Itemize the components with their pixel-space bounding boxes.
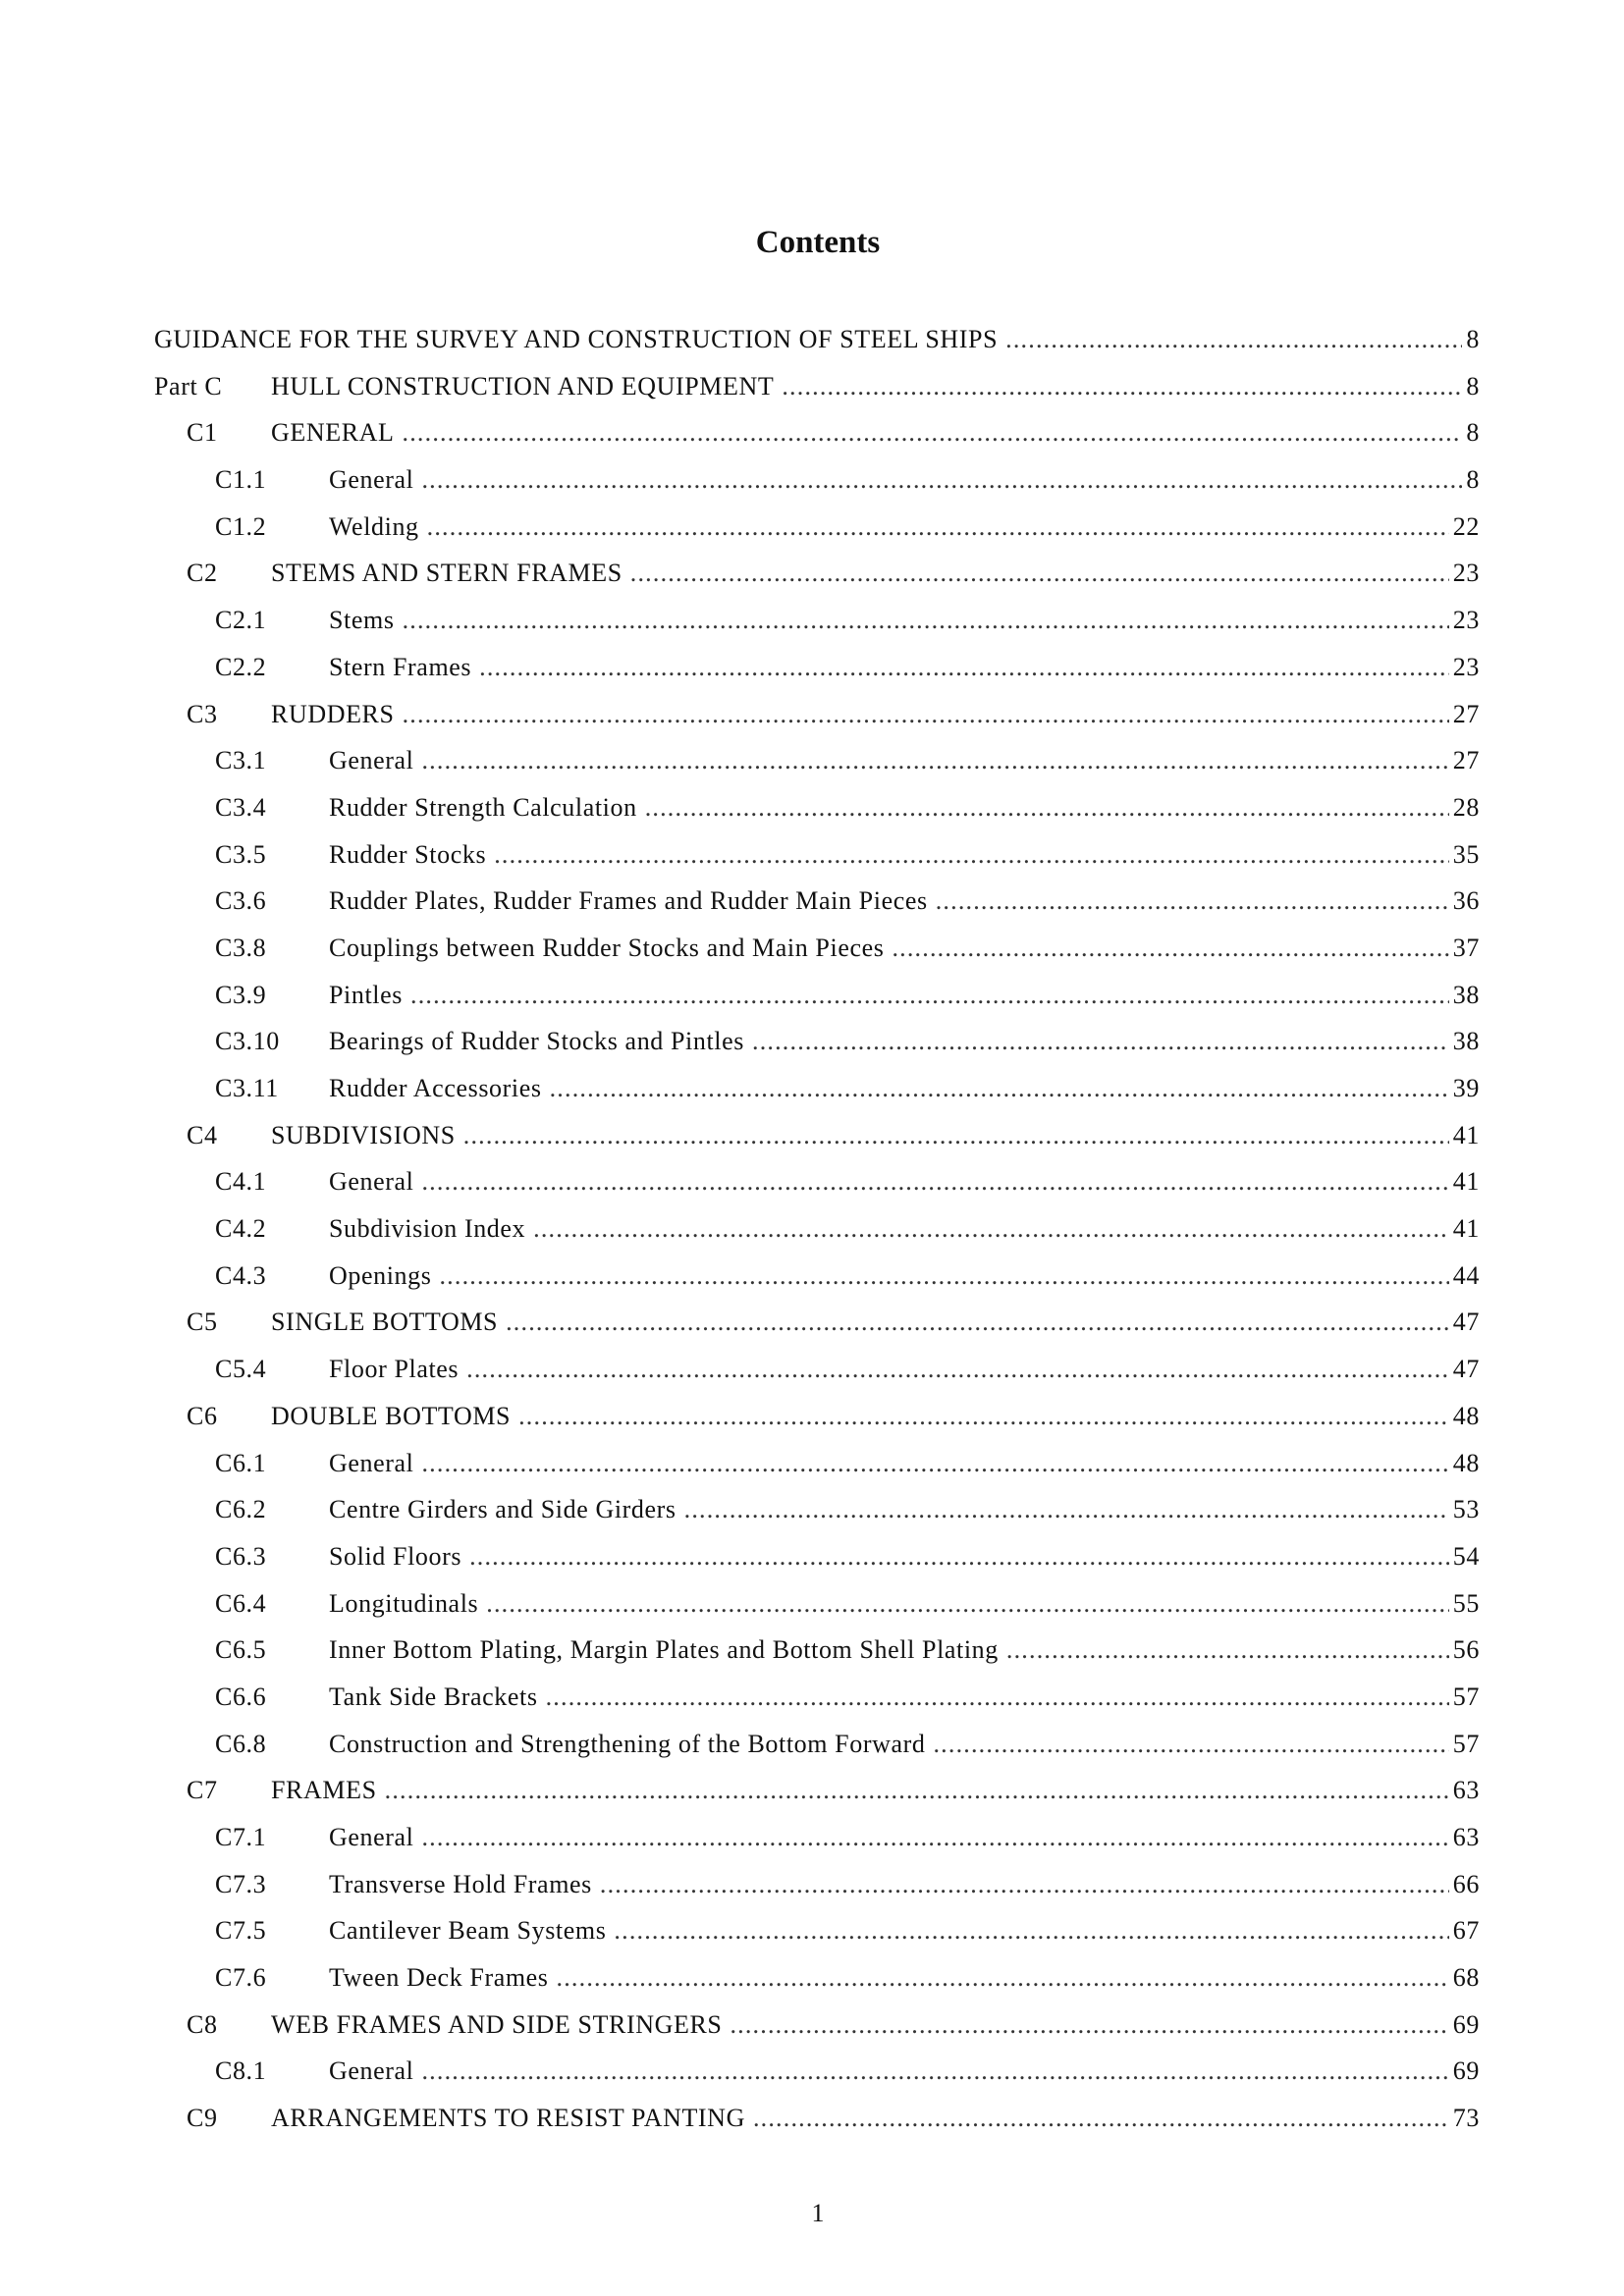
toc-entry-page: 63 [1452,1823,1480,1851]
toc-entry-page: 38 [1452,980,1480,1009]
toc-entry-page: 22 [1452,511,1480,541]
toc-entry-page: 47 [1452,1355,1480,1384]
toc-entry[interactable] [154,784,1480,831]
toc-entry-number: C2.1 [215,606,267,635]
toc-entry-page: 69 [1452,2009,1480,2039]
toc-entry-title: General [329,1448,414,1477]
toc-entry-title: General [329,2056,414,2086]
toc-entry-number: C6.5 [215,1635,267,1665]
toc-entry-title: Openings [329,1260,432,1290]
toc-dot-leader [486,1580,1449,1628]
toc-entry-page: 57 [1452,1729,1480,1758]
toc-entry[interactable] [154,1907,1480,1954]
toc-entry[interactable] [154,1533,1480,1580]
toc-entry-page: 23 [1452,559,1480,588]
toc-dot-leader [730,2002,1448,2049]
toc-entry-page: 57 [1452,1682,1480,1711]
toc-dot-leader [421,456,1462,504]
toc-entry-page: 68 [1452,1963,1480,1993]
toc-entry-title: RUDDERS [271,699,395,728]
toc-dot-leader [546,1674,1449,1721]
toc-entry-title: General [329,1823,414,1851]
toc-entry-page: 66 [1452,1869,1480,1898]
toc-entry-title: Tween Deck Frames [329,1963,549,1993]
toc-dot-leader [752,1018,1449,1065]
toc-entry-page: 27 [1452,746,1480,775]
toc-entry-number: C4 [187,1120,218,1149]
toc-entry-number: C3.11 [215,1074,279,1102]
toc-dot-leader [439,1253,1448,1300]
toc-entry-page: 36 [1452,886,1480,916]
toc-dot-leader [518,1393,1449,1440]
toc-dot-leader [506,1299,1449,1346]
toc-dot-leader [494,831,1449,879]
toc-entry-page: 48 [1452,1401,1480,1430]
toc-entry-page: 44 [1452,1260,1480,1290]
toc-dot-leader [479,644,1449,691]
toc-entry[interactable] [154,1158,1480,1205]
toc-entry-title: Inner Bottom Plating, Margin Plates and Bottom Shell Plating [329,1635,999,1665]
toc-entry[interactable] [154,597,1480,644]
toc-entry-title: Construction and Strengthening of the Bottom Forward [329,1729,926,1758]
toc-entry-number: C3.8 [215,933,267,962]
toc-entry-title: GENERAL [271,418,395,448]
toc-entry[interactable] [154,1299,1480,1346]
toc-entry-number: C3.5 [215,839,267,869]
toc-dot-leader [421,737,1448,784]
toc-entry[interactable] [154,1346,1480,1393]
toc-dot-leader [427,504,1449,551]
toc-entry-title: GUIDANCE FOR THE SURVEY AND CONSTRUCTION OF STEEL SHIPS [154,325,999,353]
toc-entry[interactable] [154,831,1480,879]
toc-entry[interactable] [154,691,1480,738]
toc-dot-leader [410,972,1449,1019]
toc-entry-title: Rudder Strength Calculation [329,792,637,822]
toc-entry[interactable] [154,504,1480,551]
toc-entry-number: C8.1 [215,2056,267,2086]
toc-entry-title: Solid Floors [329,1541,462,1571]
toc-dot-leader [1006,1627,1449,1674]
toc-entry-title: Cantilever Beam Systems [329,1916,607,1946]
toc-dot-leader [385,1767,1449,1814]
toc-entry-page: 48 [1452,1448,1480,1477]
toc-entry-title: STEMS AND STERN FRAMES [271,559,623,588]
page-number: 1 [811,2199,825,2227]
toc-entry-title: Pintles [329,980,403,1009]
toc-dot-leader [645,784,1449,831]
toc-dot-leader [892,925,1448,972]
toc-entry-page: 27 [1452,699,1480,728]
toc-entry-page: 37 [1452,933,1480,962]
toc-entry-number: C1 [187,418,218,448]
toc-entry-title: Subdivision Index [329,1214,526,1244]
toc-entry[interactable] [154,1486,1480,1533]
toc-entry-number: Part C [154,371,223,400]
toc-entry-title: Centre Girders and Side Girders [329,1495,677,1524]
toc-entry[interactable] [154,456,1480,504]
toc-entry-number: C3.6 [215,886,267,916]
toc-entry[interactable] [154,1954,1480,2002]
toc-entry-title: Longitudinals [329,1588,479,1618]
toc-entry-page: 8 [1466,418,1480,448]
toc-entry[interactable] [154,1580,1480,1628]
toc-dot-leader [630,550,1449,597]
toc-entry-title: SINGLE BOTTOMS [271,1308,499,1337]
toc-entry-title: Rudder Plates, Rudder Frames and Rudder Main Pieces [329,886,928,916]
toc-entry[interactable] [154,644,1480,691]
toc-entry-page: 73 [1452,2104,1480,2133]
toc-entry[interactable] [154,737,1480,784]
toc-entry-page: 67 [1452,1916,1480,1946]
toc-entry-number: C6.4 [215,1588,267,1618]
toc-entry-title: Stems [329,606,395,635]
toc-entry-title: HULL CONSTRUCTION AND EQUIPMENT [271,371,775,400]
toc-entry-number: C3.9 [215,980,267,1009]
toc-entry-title: Couplings between Rudder Stocks and Main Pieces [329,933,885,962]
toc-entry-title: General [329,465,414,495]
toc-entry[interactable] [154,1767,1480,1814]
toc-entry-number: C7.5 [215,1916,267,1946]
toc-entry-number: C1.2 [215,511,267,541]
toc-entry-title: Floor Plates [329,1355,460,1384]
toc-dot-leader [557,1954,1449,2002]
toc-entry[interactable] [154,1440,1480,1487]
toc-entry-number: C3.10 [215,1027,280,1056]
toc-entry-title: Bearings of Rudder Stocks and Pintles [329,1027,744,1056]
toc-entry[interactable] [154,972,1480,1019]
toc-entry-number: C5 [187,1308,218,1337]
toc-entry-number: C4.3 [215,1260,267,1290]
toc-dot-leader [782,363,1462,410]
toc-entry-title: ARRANGEMENTS TO RESIST PANTING [271,2104,745,2133]
toc-entry-title: Stern Frames [329,652,472,681]
toc-entry-number: C7 [187,1776,218,1805]
toc-entry-page: 53 [1452,1495,1480,1524]
toc-entry-page: 69 [1452,2056,1480,2086]
toc-entry-number: C5.4 [215,1355,267,1384]
toc-entry[interactable] [154,2002,1480,2049]
toc-entry-page: 55 [1452,1588,1480,1618]
toc-entry-title: Rudder Stocks [329,839,487,869]
toc-entry-number: C7.6 [215,1963,267,1993]
toc-entry-title: SUBDIVISIONS [271,1120,456,1149]
toc-dot-leader [933,1721,1448,1768]
toc-entry-number: C2.2 [215,652,267,681]
toc-dot-leader [466,1346,1449,1393]
toc-entry-number: C1.1 [215,465,267,495]
toc-entry-number: C7.1 [215,1823,267,1851]
toc-entry-page: 23 [1452,606,1480,635]
toc-dot-leader [403,409,1463,456]
toc-entry[interactable] [154,409,1480,456]
toc-entry[interactable] [154,1674,1480,1721]
toc-entry-number: C9 [187,2104,218,2133]
toc-entry-page: 47 [1452,1308,1480,1337]
toc-entry[interactable] [154,1861,1480,1908]
toc-entry-page: 35 [1452,839,1480,869]
toc-dot-leader [533,1205,1449,1253]
toc-dot-leader [421,1440,1448,1487]
toc-dot-leader [421,1158,1448,1205]
toc-dot-leader [469,1533,1449,1580]
toc-entry-page: 41 [1452,1167,1480,1197]
toc-entry[interactable] [154,1018,1480,1065]
toc-entry-page: 41 [1452,1120,1480,1149]
toc-entry-number: C7.3 [215,1869,267,1898]
toc-entry[interactable] [154,1112,1480,1159]
toc-entry-page: 8 [1466,371,1480,400]
toc-entry-title: FRAMES [271,1776,377,1805]
toc-entry-number: C6.2 [215,1495,267,1524]
toc-entry-title: WEB FRAMES AND SIDE STRINGERS [271,2009,723,2039]
toc-dot-leader [936,878,1449,925]
toc-entry-page: 28 [1452,792,1480,822]
toc-entry-page: 39 [1452,1074,1480,1102]
toc-entry-number: C3 [187,699,218,728]
toc-entry[interactable] [154,925,1480,972]
toc-entry-page: 56 [1452,1635,1480,1665]
toc-entry[interactable] [154,550,1480,597]
toc-dot-leader [421,1814,1448,1861]
toc-dot-leader [684,1486,1449,1533]
toc-entry-page: 63 [1452,1776,1480,1805]
toc-dot-leader [1005,316,1462,363]
toc-entry-page: 41 [1452,1214,1480,1244]
toc-entry[interactable] [154,363,1480,410]
toc-entry[interactable] [154,1814,1480,1861]
toc-entry[interactable] [154,878,1480,925]
toc-dot-leader [403,691,1449,738]
toc-entry-page: 38 [1452,1027,1480,1056]
toc-entry[interactable] [154,1205,1480,1253]
toc-entry-number: C6.3 [215,1541,267,1571]
toc-entry[interactable] [154,2048,1480,2095]
toc-dot-leader [403,597,1449,644]
table-of-contents [154,316,1480,2142]
toc-dot-leader [421,2048,1448,2095]
toc-dot-leader [614,1907,1448,1954]
toc-entry-number: C4.1 [215,1167,267,1197]
toc-dot-leader [753,2095,1449,2142]
toc-entry-title: Rudder Accessories [329,1074,542,1102]
toc-entry[interactable] [154,2095,1480,2142]
toc-entry-title: Tank Side Brackets [329,1682,538,1711]
toc-entry-number: C2 [187,559,218,588]
toc-entry-title: Welding [329,511,419,541]
toc-entry-number: C6.8 [215,1729,267,1758]
page-title: Contents [755,225,881,261]
toc-entry[interactable] [154,1065,1480,1112]
toc-entry[interactable] [154,1253,1480,1300]
toc-entry[interactable] [154,1721,1480,1768]
toc-entry-title: General [329,1167,414,1197]
toc-entry-page: 8 [1466,465,1480,495]
toc-dot-leader [550,1065,1449,1112]
toc-entry[interactable] [154,316,1480,363]
toc-entry-page: 54 [1452,1541,1480,1571]
toc-dot-leader [600,1861,1449,1908]
toc-entry-page: 8 [1466,325,1480,353]
toc-entry-number: C3.1 [215,746,267,775]
toc-entry[interactable] [154,1627,1480,1674]
toc-entry[interactable] [154,1393,1480,1440]
toc-entry-number: C3.4 [215,792,267,822]
toc-entry-page: 23 [1452,652,1480,681]
toc-entry-title: General [329,746,414,775]
toc-entry-number: C6.1 [215,1448,267,1477]
toc-entry-number: C6.6 [215,1682,267,1711]
toc-entry-title: DOUBLE BOTTOMS [271,1401,512,1430]
toc-entry-title: Transverse Hold Frames [329,1869,592,1898]
toc-dot-leader [463,1112,1449,1159]
toc-entry-number: C4.2 [215,1214,267,1244]
toc-entry-number: C6 [187,1401,218,1430]
toc-entry-number: C8 [187,2009,218,2039]
